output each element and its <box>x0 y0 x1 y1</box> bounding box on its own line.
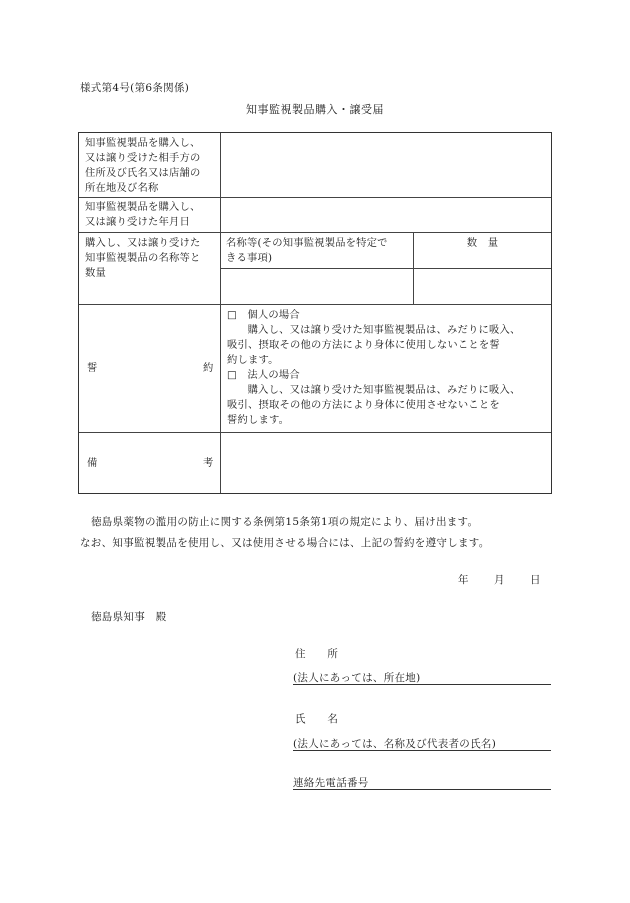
oath-label-right: 約 <box>203 362 214 374</box>
row3-label: 購入し、又は譲り受けた 知事監視製品の名称等と 数量 <box>85 237 201 279</box>
phone-underline[interactable] <box>293 789 551 790</box>
addressee: 徳島県知事 殿 <box>91 611 167 623</box>
oath-personal: □ 個人の場合 購入し、又は譲り受けた知事監視製品は、みだりに吸入、 吸引、摂取その他の方法により身体に使用しないことを誓 約します。 <box>227 308 549 368</box>
statement-line-2: なお、知事監視製品を使用し、又は使用させる場合には、上記の誓約を遵守します。 <box>80 537 490 549</box>
quantity-value[interactable] <box>414 269 551 304</box>
name-label: 氏 名 <box>295 713 339 725</box>
name-note: (法人にあっては、名称及び代表者の氏名) <box>293 738 497 750</box>
form-table <box>78 132 552 494</box>
oath-corporate-checkbox[interactable]: □ 法人の場合 <box>227 369 300 381</box>
remarks-label-right: 考 <box>203 457 214 469</box>
oath-label-left: 誓 <box>87 362 98 374</box>
divider-h-2 <box>79 232 551 233</box>
date-day: 日 <box>530 574 541 586</box>
address-underline[interactable] <box>293 684 551 685</box>
form-number: 様式第4号(第6条関係) <box>80 82 190 94</box>
row1-value[interactable] <box>221 133 551 197</box>
oath-corporate: □ 法人の場合 購入し、又は譲り受けた知事監視製品は、みだりに吸入、 吸引、摂取その他の方法により身体に使用させないことを 誓約します。 <box>227 368 549 428</box>
address-note: (法人にあっては、所在地) <box>293 672 421 684</box>
row1-label: 知事監視製品を購入し、 又は譲り受けた相手方の 住所及び氏名又は店舗の 所在地及び名称 <box>85 137 201 194</box>
remarks-value[interactable] <box>221 433 551 493</box>
row2-value[interactable] <box>221 198 551 232</box>
form-title: 知事監視製品購入・譲受届 <box>246 103 384 116</box>
address-label: 住 所 <box>295 648 339 660</box>
quantity-header: 数 量 <box>466 237 499 249</box>
statement-line-1: 徳島県薬物の濫用の防止に関する条例第15条第1項の規定により、届け出ます。 <box>91 516 479 528</box>
divider-h-3 <box>79 304 551 305</box>
date-year: 年 <box>458 574 469 586</box>
name-underline[interactable] <box>293 750 551 751</box>
oath-personal-checkbox[interactable]: □ 個人の場合 <box>227 309 300 321</box>
name-value[interactable] <box>221 269 413 304</box>
row2-label: 知事監視製品を購入し、 又は譲り受けた年月日 <box>85 201 201 228</box>
date-month: 月 <box>494 574 505 586</box>
name-header: 名称等(その知事監視製品を特定で きる事項) <box>226 237 388 264</box>
phone-label: 連絡先電話番号 <box>293 777 369 789</box>
remarks-label-left: 備 <box>87 457 98 469</box>
